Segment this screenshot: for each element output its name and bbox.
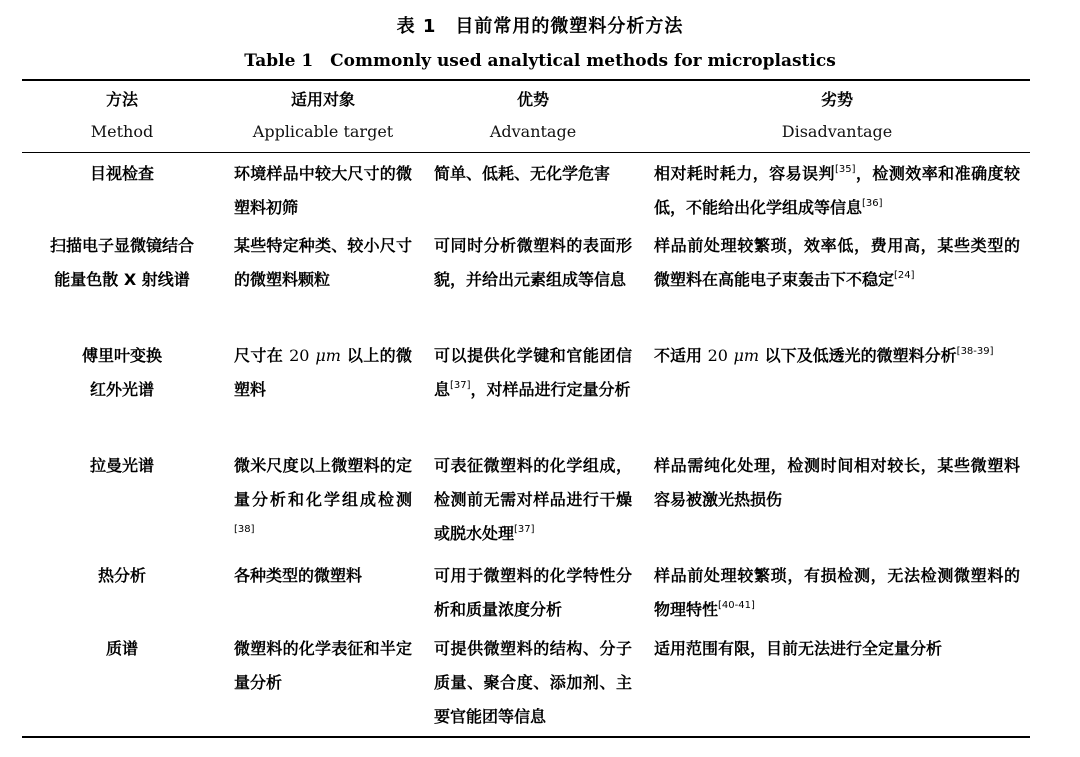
adv-text: ，对样品进行定量分析: [470, 380, 631, 399]
adv-text: 可表征微塑料的化学组成，检测前无需对样品进行干燥或脱水处理: [434, 456, 632, 543]
table-row-1-target: 环境样品中较大尺寸的微塑料初筛: [234, 164, 412, 217]
table-row-6-advantage: 可提供微塑料的结构、分子质量、聚合度、添加剂、主要官能团等信息: [434, 639, 632, 726]
table-row-6-target: 微塑料的化学表征和半定量分析: [234, 639, 412, 692]
citation: [38-39]: [956, 346, 994, 357]
target-text: 尺寸在: [234, 346, 290, 365]
unit-micrometer: μm: [733, 346, 760, 365]
header-advantage-zh: 优势: [516, 90, 549, 109]
table-row-6-method: [32, 632, 212, 666]
table-row-4-advantage: [434, 449, 632, 551]
table-row-6-disadvantage: 适用范围有限，目前无法进行全定量分析: [654, 639, 943, 658]
table-row-4-target: [234, 449, 412, 551]
size-value: 20: [707, 346, 728, 365]
method-line: 能量色散 X 射线谱: [54, 270, 190, 289]
table-row-1-disadvantage: [654, 157, 1020, 225]
method-line: 扫描电子显微镜结合: [49, 236, 194, 255]
method-line: 红外光谱: [89, 380, 154, 399]
adv-text: 可以提供化学键和官能团信息: [434, 346, 632, 399]
citation: [35]: [834, 164, 856, 175]
table-row-3-target: [234, 339, 412, 407]
method-line: 热分析: [97, 566, 146, 585]
method-line: 质谱: [105, 639, 138, 658]
table-title-en: Table 1 Commonly used analytical methods for microplastics: [244, 51, 836, 71]
header-target: [234, 90, 412, 142]
method-line: 傅里叶变换: [81, 346, 162, 365]
header-method-en: Method: [90, 122, 154, 141]
dis-text: ，检测效率和准确度较低，不能给出化学组成等信息: [654, 164, 1020, 217]
citation: [40-41]: [718, 600, 755, 611]
dis-text: 样品前处理较繁琐，有损检测，无法检测微塑料的物理特性: [654, 566, 1020, 619]
table-row-2-disadvantage: [654, 229, 1020, 297]
header-target-en: Applicable target: [252, 122, 394, 141]
citation: [37]: [514, 524, 535, 535]
dis-text: 样品前处理较繁琐，效率低，费用高，某些类型的微塑料在高能电子束轰击下不稳定: [654, 236, 1020, 289]
size-value: 20: [289, 346, 310, 365]
header-method-zh: 方法: [105, 90, 138, 109]
citation: [37]: [450, 380, 471, 391]
header-advantage-en: Advantage: [489, 122, 577, 141]
top-rule: [22, 79, 1030, 81]
dis-text: 以下及低透光的微塑料分析: [759, 346, 957, 365]
table-row-4-disadvantage: 样品需纯化处理，检测时间相对较长，某些微塑料容易被激光热损伤: [654, 456, 1020, 509]
table-row-2-advantage: 可同时分析微塑料的表面形貌，并给出元素组成等信息: [434, 236, 632, 289]
citation: [24]: [894, 270, 915, 281]
table-title-zh: 表 1 目前常用的微塑料分析方法: [396, 16, 684, 37]
table-row-4-method: [32, 449, 212, 483]
bottom-rule: [22, 736, 1030, 738]
method-line: 目视检查: [89, 164, 154, 183]
table-row-5-target: 各种类型的微塑料: [234, 566, 363, 585]
header-target-zh: 适用对象: [290, 90, 355, 109]
table-row-2-method: [32, 229, 212, 297]
table-row-2-target: 某些特定种类、较小尺寸的微塑料颗粒: [234, 236, 412, 289]
table-row-5-disadvantage: [654, 559, 1020, 627]
header-disadvantage: [654, 90, 1020, 142]
table-row-3-advantage: [434, 339, 632, 407]
table-row-5-advantage: 可用于微塑料的化学特性分析和质量浓度分析: [434, 566, 632, 619]
method-line: 拉曼光谱: [89, 456, 154, 475]
table-row-5-method: [32, 559, 212, 593]
header-rule: [22, 152, 1030, 153]
table-row-1-advantage: 简单、低耗、无化学危害: [434, 164, 611, 183]
dis-text: 不适用: [654, 346, 708, 365]
citation: [38]: [234, 524, 255, 535]
header-advantage: [434, 90, 632, 142]
header-method: [32, 90, 212, 142]
dis-text: 相对耗时耗力，容易误判: [654, 164, 835, 183]
table-row-3-disadvantage: [654, 339, 1020, 373]
citation: [36]: [862, 198, 883, 209]
target-text: 以上的微塑料: [234, 346, 413, 399]
header-disadvantage-zh: 劣势: [820, 90, 853, 109]
table-row-3-method: [32, 339, 212, 407]
unit-micrometer: μm: [315, 346, 341, 365]
table-row-1-method: [32, 157, 212, 191]
header-disadvantage-en: Disadvantage: [781, 122, 893, 141]
target-text: 微米尺度以上微塑料的定量分析和化学组成检测: [234, 456, 412, 509]
